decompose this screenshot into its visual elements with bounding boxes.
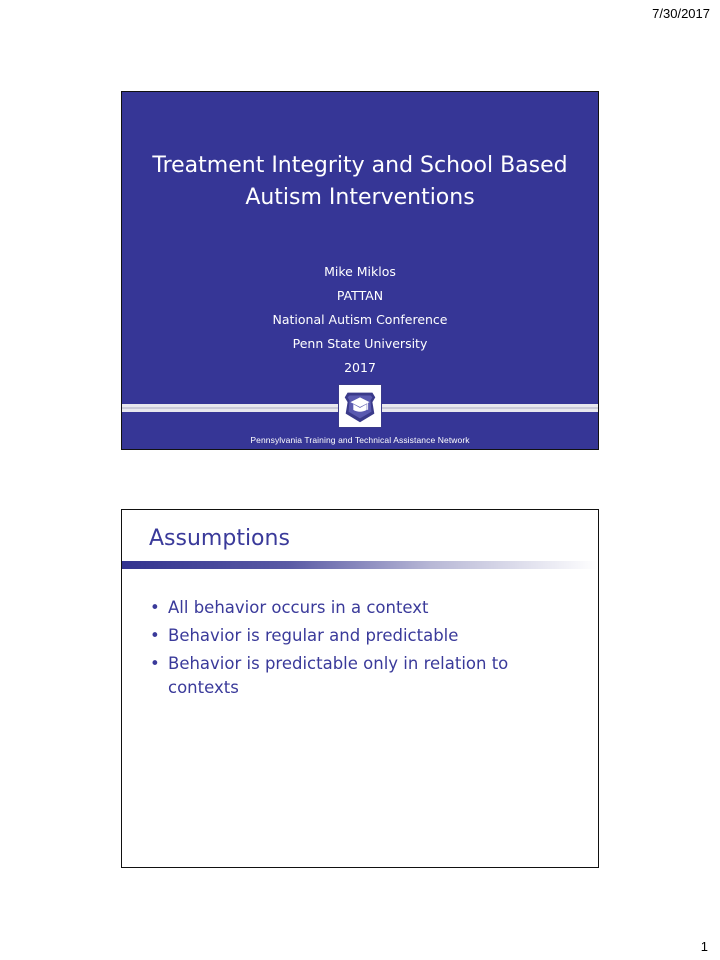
list-item-text: All behavior occurs in a context [168,598,429,617]
list-item [150,652,570,700]
list-item-text: Behavior is predictable only in relation to contexts [168,654,509,697]
bullet-list [150,596,570,704]
list-item [150,624,570,648]
presenter-name: Mike Miklos [324,264,396,279]
slide-title-line-2: Autism Interventions [245,185,475,210]
keystone-graduation-cap-icon [338,384,382,428]
list-item [150,596,570,620]
slide-title [122,150,598,214]
assumptions-slide [121,509,599,868]
print-date: 7/30/2017 [652,6,710,21]
bullet-icon: • [150,654,160,673]
year: 2017 [344,360,376,375]
slide-title: Assumptions [149,526,290,551]
bullet-icon: • [150,626,160,645]
presenter-info [122,260,598,380]
title-slide [121,91,599,450]
title-underline-bar [122,561,598,569]
list-item-text: Behavior is regular and predictable [168,626,459,645]
venue: Penn State University [292,336,428,351]
bullet-icon: • [150,598,160,617]
page-number: 1 [700,939,708,954]
slide-title-line-1: Treatment Integrity and School Based [152,153,568,178]
presenter-organization: PATTAN [336,288,384,303]
event-name: National Autism Conference [272,312,448,327]
slide-footer: Pennsylvania Training and Technical Assistance Network [250,435,470,445]
